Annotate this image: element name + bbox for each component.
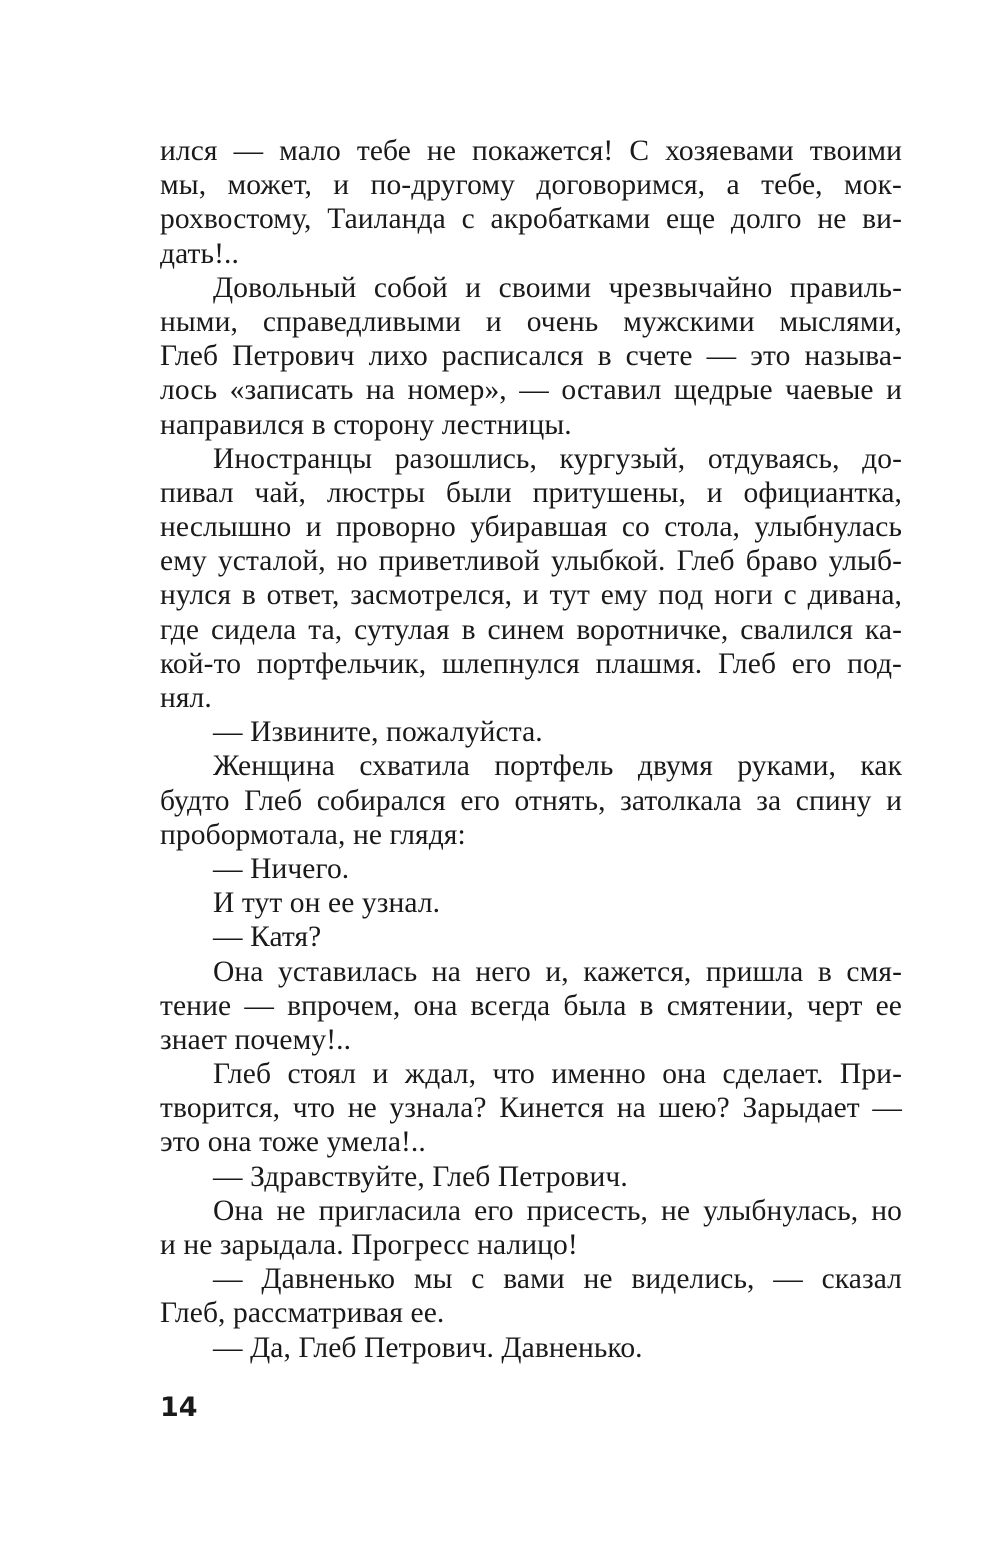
text-line: кой-то портфельчик, шлепнулся плашмя. Глеб его под- xyxy=(160,647,902,680)
text-line: рохвостому, Таиланда с акробатками еще долго не ви- xyxy=(160,203,902,236)
text-line: будто Глеб собирался его отнять, затолкала за спину и xyxy=(160,784,902,817)
text-line: ными, справедливыми и очень мужскими мыслями, xyxy=(160,305,902,338)
text-line: где сидела та, сутулая в синем воротничке, свалился ка- xyxy=(160,613,902,646)
text-line: нулся в ответ, засмотрелся, и тут ему под ноги с дивана, xyxy=(160,579,902,612)
page-body xyxy=(160,134,902,1365)
text-line: ился — мало тебе не покажется! С хозяевами твоими xyxy=(160,135,902,167)
text-line: пробормотала, не глядя: xyxy=(160,818,466,851)
text-line: — Да, Глеб Петрович. Давненько. xyxy=(213,1331,643,1364)
text-line: — Давненько мы с вами не виделись, — сказал xyxy=(213,1263,902,1296)
text-line: тение — впрочем, она всегда была в смятении, черт ее xyxy=(160,989,902,1022)
text-line: Глеб Петрович лихо расписался в счете — это называ- xyxy=(160,340,902,373)
text-line: Женщина схватила портфель двумя руками, как xyxy=(213,750,902,783)
text-line: — Извините, пожалуйста. xyxy=(213,716,543,749)
text-line: мы, может, и по-другому договоримся, а тебе, мок- xyxy=(160,169,902,202)
text-line: Глеб, рассматривая ее. xyxy=(160,1297,445,1330)
text-line: нял. xyxy=(160,682,212,714)
text-line: — Ничего. xyxy=(213,852,350,885)
text-line: лось «записать на номер», — оставил щедрые чаевые и xyxy=(160,374,902,407)
page-number: 14 xyxy=(160,1392,198,1423)
text-line: Довольный собой и своими чрезвычайно правиль- xyxy=(213,271,902,304)
text-line: неслышно и проворно убиравшая со стола, улыбнулась xyxy=(160,511,902,544)
text-line: И тут он ее узнал. xyxy=(213,887,441,920)
text-line: пивал чай, люстры были притушены, и официантка, xyxy=(160,476,902,509)
text-line: Она уставилась на него и, кажется, пришла в смя- xyxy=(213,955,902,988)
text-line: — Катя? xyxy=(213,921,322,954)
text-line: Она не пригласила его присесть, не улыбнулась, но xyxy=(213,1194,902,1227)
text-line: Глеб стоял и ждал, что именно она сделает. При- xyxy=(213,1058,902,1091)
text-line: знает почему!.. xyxy=(160,1023,352,1056)
text-line: направился в сторону лестницы. xyxy=(160,408,572,441)
text-line: Иностранцы разошлись, кургузый, отдуваясь, до- xyxy=(213,442,902,475)
text-line: — Здравствуйте, Глеб Петрович. xyxy=(213,1160,628,1193)
text-line: ему усталой, но приветливой улыбкой. Глеб браво улыб- xyxy=(160,545,902,578)
text-line: дать!.. xyxy=(160,237,239,270)
text-line: и не зарыдала. Прогресс налицо! xyxy=(160,1229,578,1261)
text-line: это она тоже умела!.. xyxy=(160,1126,426,1159)
text-line: творится, что не узнала? Кинется на шею? Зарыдает — xyxy=(160,1092,902,1125)
